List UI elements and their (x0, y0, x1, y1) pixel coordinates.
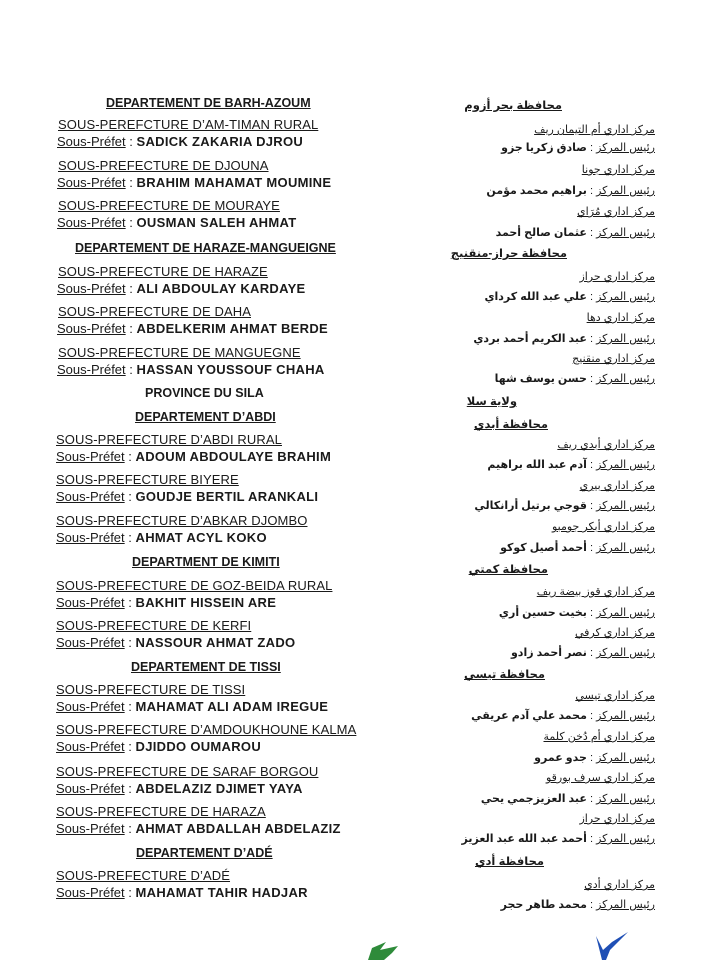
center-chief-name: قوجي برتيل أرانكالي (474, 500, 587, 512)
colon-separator: : (124, 885, 136, 900)
center-chief-name: براهيم محمد مؤمن (486, 185, 587, 197)
sous-prefecture-title: SOUS-PREFECTURE DE HARAZE (58, 264, 268, 279)
sous-prefet-name: SADICK ZAKARIA DJROU (136, 134, 304, 149)
colon-separator: : (124, 821, 136, 836)
sous-prefet-label: Sous-Préfet (56, 489, 125, 504)
sous-prefecture-title: SOUS-PREFECTURE DE MOURAYE (58, 198, 280, 213)
center-chief-label: رئيس المركز (596, 373, 655, 385)
colon-separator: : (125, 321, 137, 336)
sous-prefet-name: NASSOUR AHMAT ZADO (135, 635, 296, 650)
colon-separator: : (586, 607, 597, 619)
center-chief-name: نصر أحمد زادو (510, 647, 587, 659)
sous-prefecture-title: SOUS-PREFECTURE DE TISSI (56, 682, 246, 697)
colon-separator: : (586, 710, 597, 722)
administrative-center-title: مركز اداري حراز (579, 271, 655, 283)
sous-prefecture-title: SOUS-PREFECTURE D’ABKAR DJOMBO (56, 513, 308, 528)
administrative-center-title: مركز اداري حراز (579, 813, 655, 825)
sous-prefet-line (57, 134, 303, 150)
center-chief-name: محمد طاهر حجر (500, 899, 587, 911)
sous-prefet-label: Sous-Préfet (56, 821, 125, 836)
center-chief-label: رئيس المركز (596, 500, 655, 512)
colon-separator: : (586, 752, 597, 764)
center-chief-line (462, 832, 655, 846)
sous-prefecture-title: SOUS-PREFECTURE D’AMDOUKHOUNE KALMA (56, 722, 357, 737)
center-chief-label: رئيس المركز (596, 607, 655, 619)
center-chief-line (511, 646, 655, 660)
department-heading: DEPARTMENT DE KIMITI (132, 555, 280, 569)
colon-separator: : (124, 739, 136, 754)
colon-separator: : (586, 833, 597, 845)
sous-prefet-label: Sous-Préfet (57, 134, 126, 149)
center-chief-label: رئيس المركز (596, 833, 655, 845)
administrative-center-title: مركز اداري أدي (584, 879, 655, 891)
colon-separator: : (586, 373, 597, 385)
center-chief-name: آدم عبد الله براهيم (487, 459, 587, 471)
sous-prefet-name: HASSAN YOUSSOUF CHAHA (136, 362, 325, 377)
colon-separator: : (586, 500, 597, 512)
arabic-column (420, 0, 708, 960)
sous-prefet-name: ABDELKERIM AHMAT BERDE (136, 321, 328, 336)
arabic-heading: محافظة أبدي (473, 419, 548, 431)
colon-separator: : (586, 291, 597, 303)
center-chief-line (496, 226, 655, 240)
colon-separator: : (124, 489, 136, 504)
sous-prefet-name: ADOUM ABDOULAYE BRAHIM (135, 449, 332, 464)
department-heading: DEPARTEMENT DE BARH-AZOUM (106, 96, 311, 110)
colon-separator: : (125, 215, 137, 230)
center-chief-label: رئيس المركز (596, 291, 655, 303)
center-chief-line (499, 606, 655, 620)
sous-prefet-label: Sous-Préfet (56, 595, 125, 610)
arabic-heading: محافظة أدي (474, 856, 544, 868)
sous-prefet-line (56, 885, 308, 901)
green-logo-fragment (368, 942, 398, 960)
administrative-center-title: مركز اداري جونا (581, 164, 655, 176)
sous-prefet-name: MAHAMAT ALI ADAM IREGUE (135, 699, 329, 714)
center-chief-label: رئيس المركز (596, 752, 655, 764)
center-chief-line (484, 290, 655, 304)
sous-prefet-label: Sous-Préfet (56, 530, 125, 545)
center-chief-name: علي عبد الله كرداي (484, 291, 587, 303)
sous-prefet-label: Sous-Préfet (57, 281, 126, 296)
sous-prefecture-title: SOUS-PEREFCTURE D’AM-TIMAN RURAL (58, 117, 319, 132)
colon-separator: : (125, 362, 137, 377)
sous-prefecture-title: SOUS-PREFECTURE BIYERE (56, 472, 239, 487)
center-chief-name: أحمد أصيل كوكو (500, 542, 587, 554)
department-heading: DEPARTEMENT DE HARAZE-MANGUEIGNE (75, 241, 336, 255)
center-chief-name: عبد العزيزجمي يحي (480, 793, 587, 805)
sous-prefet-line (56, 595, 276, 611)
arabic-heading: محافظة بحر أزوم (464, 100, 562, 112)
center-chief-line (495, 372, 655, 386)
center-chief-line (471, 709, 655, 723)
center-chief-label: رئيس المركز (596, 899, 655, 911)
center-chief-label: رئيس المركز (596, 710, 655, 722)
administrative-center-title: مركز اداري أبدي ريف (557, 439, 655, 451)
center-chief-line (487, 458, 655, 472)
sous-prefet-line (56, 821, 341, 837)
sous-prefet-label: Sous-Préfet (56, 739, 125, 754)
sous-prefet-label: Sous-Préfet (57, 175, 126, 190)
sous-prefet-label: Sous-Préfet (57, 362, 126, 377)
center-chief-name: بخيت حسين أري (498, 607, 587, 619)
sous-prefet-line (56, 739, 261, 755)
administrative-center-title: مركز اداري أم التيمان ريف (534, 124, 655, 136)
sous-prefecture-title: SOUS-PREFECTURE DE KERFI (56, 618, 252, 633)
department-heading: DEPARTEMENT DE TISSI (131, 660, 281, 674)
sous-prefet-line (56, 699, 328, 715)
sous-prefet-label: Sous-Préfet (56, 449, 125, 464)
sous-prefet-line (56, 530, 267, 546)
sous-prefecture-title: SOUS-PREFECTURE DE GOZ-BEIDA RURAL (56, 578, 333, 593)
sous-prefet-name: DJIDDO OUMAROU (135, 739, 262, 754)
center-chief-line (534, 751, 655, 765)
sous-prefet-line (57, 281, 306, 297)
colon-separator: : (125, 175, 137, 190)
center-chief-label: رئيس المركز (596, 793, 655, 805)
sous-prefet-label: Sous-Préfet (56, 885, 125, 900)
center-chief-label: رئيس المركز (596, 142, 655, 154)
colon-separator: : (124, 449, 136, 464)
sous-prefet-label: Sous-Préfet (57, 321, 126, 336)
center-chief-line (473, 332, 655, 346)
administrative-center-title: مركز اداري مُرَاي (577, 206, 655, 218)
administrative-center-title: مركز اداري أم دُخن كلمة (543, 731, 655, 743)
sous-prefet-line (57, 215, 296, 231)
sous-prefecture-title: SOUS-PREFECTURE D’ABDI RURAL (56, 432, 282, 447)
sous-prefecture-title: SOUS-PREFECTURE DE DJOUNA (58, 158, 269, 173)
sous-prefet-line (56, 781, 303, 797)
sous-prefet-line (56, 635, 295, 651)
center-chief-label: رئيس المركز (596, 185, 655, 197)
colon-separator: : (586, 899, 597, 911)
colon-separator: : (586, 333, 597, 345)
administrative-center-title: مركز اداري سرف بورقو (545, 772, 655, 784)
center-chief-line (486, 184, 655, 198)
sous-prefecture-title: SOUS-PREFECTURE D’ADÉ (56, 868, 231, 883)
sous-prefet-name: OUSMAN SALEH AHMAT (136, 215, 297, 230)
footer-logos (0, 920, 708, 960)
administrative-center-title: مركز اداري قوز بيضة ريف (536, 586, 655, 598)
sous-prefet-line (57, 362, 325, 378)
center-chief-line (481, 792, 655, 806)
colon-separator: : (124, 781, 136, 796)
sous-prefecture-title: SOUS-PREFECTURE DE SARAF BORGOU (56, 764, 319, 779)
colon-separator: : (125, 134, 137, 149)
center-chief-name: حسن يوسف شها (494, 373, 587, 385)
administrative-center-title: مركز اداري منقنيج (572, 353, 655, 365)
arabic-heading: محافظة كمتي (468, 564, 548, 576)
center-chief-line (501, 141, 655, 155)
colon-separator: : (586, 542, 597, 554)
colon-separator: : (586, 793, 597, 805)
center-chief-line (500, 541, 655, 555)
colon-separator: : (586, 142, 597, 154)
sous-prefet-label: Sous-Préfet (56, 781, 125, 796)
sous-prefet-name: AHMAT ACYL KOKO (135, 530, 267, 545)
sous-prefet-label: Sous-Préfet (56, 635, 125, 650)
center-chief-label: رئيس المركز (596, 333, 655, 345)
sous-prefet-name: BRAHIM MAHAMAT MOUMINE (136, 175, 332, 190)
center-chief-name: عبد الكريم أحمد بردي (473, 333, 587, 345)
department-heading: DEPARTEMENT D’ADÉ (136, 846, 273, 860)
sous-prefecture-title: SOUS-PREFECTURE DE DAHA (58, 304, 251, 319)
center-chief-name: صادق زكريا جزو (501, 142, 587, 154)
sous-prefet-name: AHMAT ABDALLAH ABDELAZIZ (135, 821, 341, 836)
sous-prefet-line (56, 449, 331, 465)
sous-prefet-name: GOUDJE BERTIL ARANKALI (135, 489, 319, 504)
center-chief-name: أحمد عبد الله عبد العزيز (461, 833, 587, 845)
center-chief-name: جدو عمرو (534, 752, 587, 764)
administrative-center-title: مركز اداري تيسي (575, 690, 655, 702)
sous-prefet-name: ALI ABDOULAY KARDAYE (136, 281, 306, 296)
arabic-heading: محافظة حراز-منقنيج (450, 248, 567, 260)
center-chief-label: رئيس المركز (596, 647, 655, 659)
sous-prefet-name: BAKHIT HISSEIN ARE (135, 595, 277, 610)
administrative-center-title: مركز اداري كرفي (574, 627, 655, 639)
colon-separator: : (124, 699, 136, 714)
sous-prefecture-title: SOUS-PREFECTURE DE MANGUEGNE (58, 345, 301, 360)
center-chief-name: محمد علي آدم عريقي (471, 710, 587, 722)
sous-prefecture-title: SOUS-PREFECTURE DE HARAZA (56, 804, 266, 819)
colon-separator: : (124, 595, 136, 610)
province-heading: PROVINCE DU SILA (145, 386, 264, 400)
sous-prefet-name: ABDELAZIZ DJIMET YAYA (135, 781, 303, 796)
center-chief-name: عثمان صالح أحمد (495, 227, 587, 239)
sous-prefet-name: MAHAMAT TAHIR HADJAR (135, 885, 308, 900)
colon-separator: : (586, 647, 597, 659)
center-chief-line (474, 499, 655, 513)
arabic-heading: ولاية سلا (466, 396, 517, 408)
sous-prefet-line (57, 175, 331, 191)
department-heading: DEPARTEMENT D’ABDI (135, 410, 276, 424)
center-chief-label: رئيس المركز (596, 227, 655, 239)
blue-logo-fragment (596, 932, 628, 960)
sous-prefet-line (56, 489, 318, 505)
administrative-center-title: مركز اداري بيري (579, 480, 655, 492)
colon-separator: : (124, 530, 136, 545)
sous-prefet-label: Sous-Préfet (56, 699, 125, 714)
administrative-center-title: مركز اداري أبكر جومبو (551, 521, 655, 533)
colon-separator: : (125, 281, 137, 296)
colon-separator: : (586, 459, 597, 471)
center-chief-label: رئيس المركز (596, 542, 655, 554)
administrative-center-title: مركز اداري دها (586, 312, 655, 324)
arabic-heading: محافظة تيسي (464, 669, 545, 681)
colon-separator: : (124, 635, 136, 650)
colon-separator: : (586, 227, 597, 239)
sous-prefet-label: Sous-Préfet (57, 215, 126, 230)
colon-separator: : (586, 185, 597, 197)
center-chief-line (501, 898, 655, 912)
center-chief-label: رئيس المركز (596, 459, 655, 471)
sous-prefet-line (57, 321, 328, 337)
